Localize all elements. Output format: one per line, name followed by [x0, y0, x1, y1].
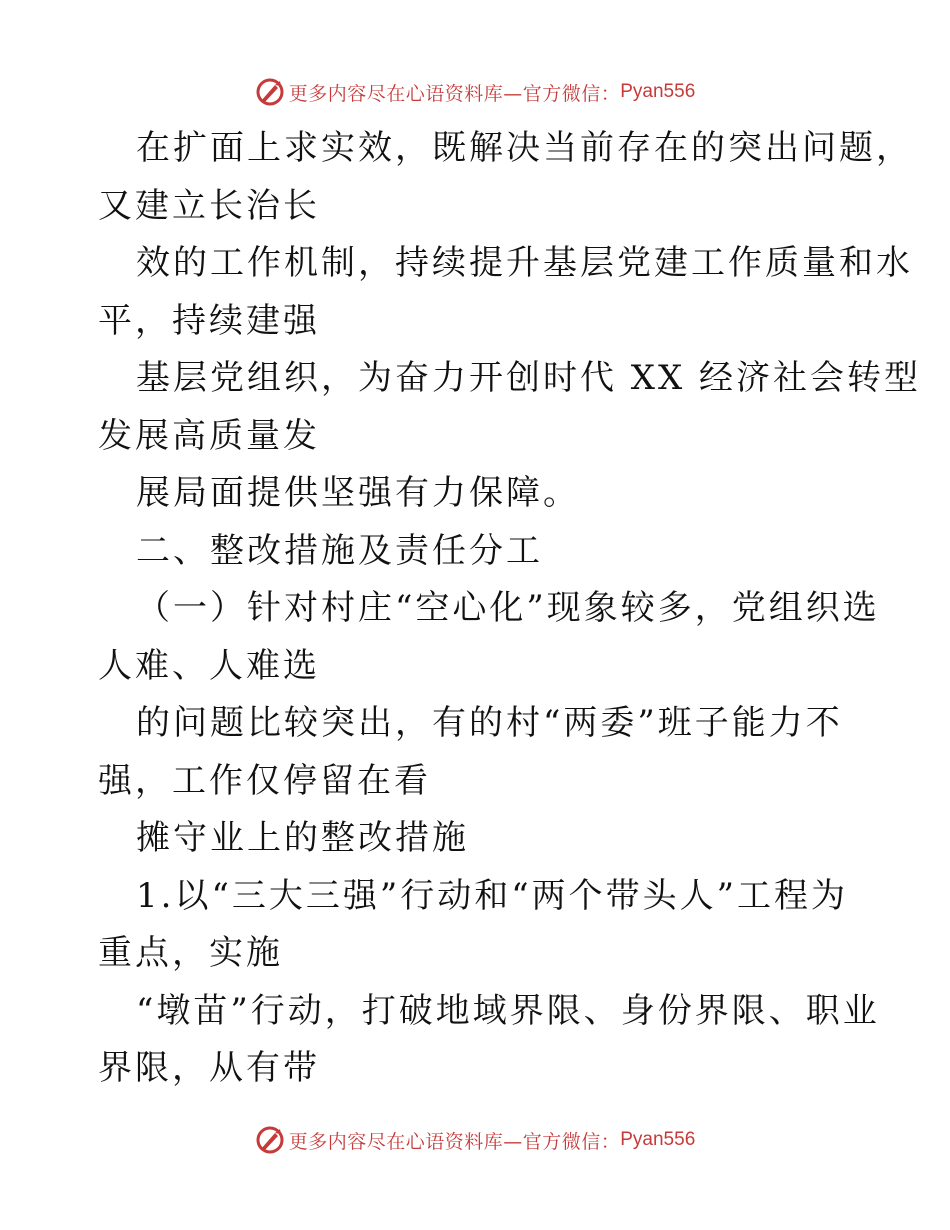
footer-banner-wechat-id: Pyan556 [620, 1129, 696, 1150]
text-line: 二、整改措施及责任分工 [136, 530, 543, 571]
text-line: （一）针对村庄“空心化”现象较多，党组织选 [136, 588, 880, 628]
text-line: 发展高质量发 [98, 415, 320, 456]
text-line: 展局面提供坚强有力保障。 [136, 473, 580, 513]
quill-pen-logo-icon [255, 77, 285, 107]
text-line: 的问题比较突出，有的村“两委”班子能力不 [136, 703, 843, 743]
text-line: 重点，实施 [98, 933, 283, 973]
text-line: 界限，从有带 [98, 1048, 320, 1088]
header-banner-text: 更多内容尽在心语资料库—官方微信： [288, 82, 621, 105]
text-line: 效的工作机制，持续提升基层党建工作质量和水 [136, 243, 913, 283]
text-line: 又建立长治长 [98, 185, 320, 226]
text-line: 摊守业上的整改措施 [136, 818, 469, 858]
header-banner-wechat-id: Pyan556 [620, 81, 696, 102]
header-banner [0, 72, 950, 112]
text-line: “墩苗”行动，打破地域界限、身份界限、职业 [136, 990, 880, 1031]
document-body [98, 120, 922, 1098]
text-line: 基层党组织，为奋力开创时代 XX 经济社会转型 [136, 358, 922, 398]
footer-banner-text: 更多内容尽在心语资料库—官方微信： [288, 1130, 621, 1153]
text-line: 人难、人难选 [98, 645, 320, 686]
footer-banner [0, 1120, 950, 1160]
quill-pen-logo-icon [255, 1125, 285, 1155]
text-line: 平，持续建强 [98, 300, 320, 341]
text-line: 强，工作仅停留在看 [98, 760, 431, 801]
text-line: 在扩面上求实效，既解决当前存在的突出问题， [136, 128, 913, 168]
text-line: 1.以“三大三强”行动和“两个带头人”工程为 [136, 875, 848, 916]
